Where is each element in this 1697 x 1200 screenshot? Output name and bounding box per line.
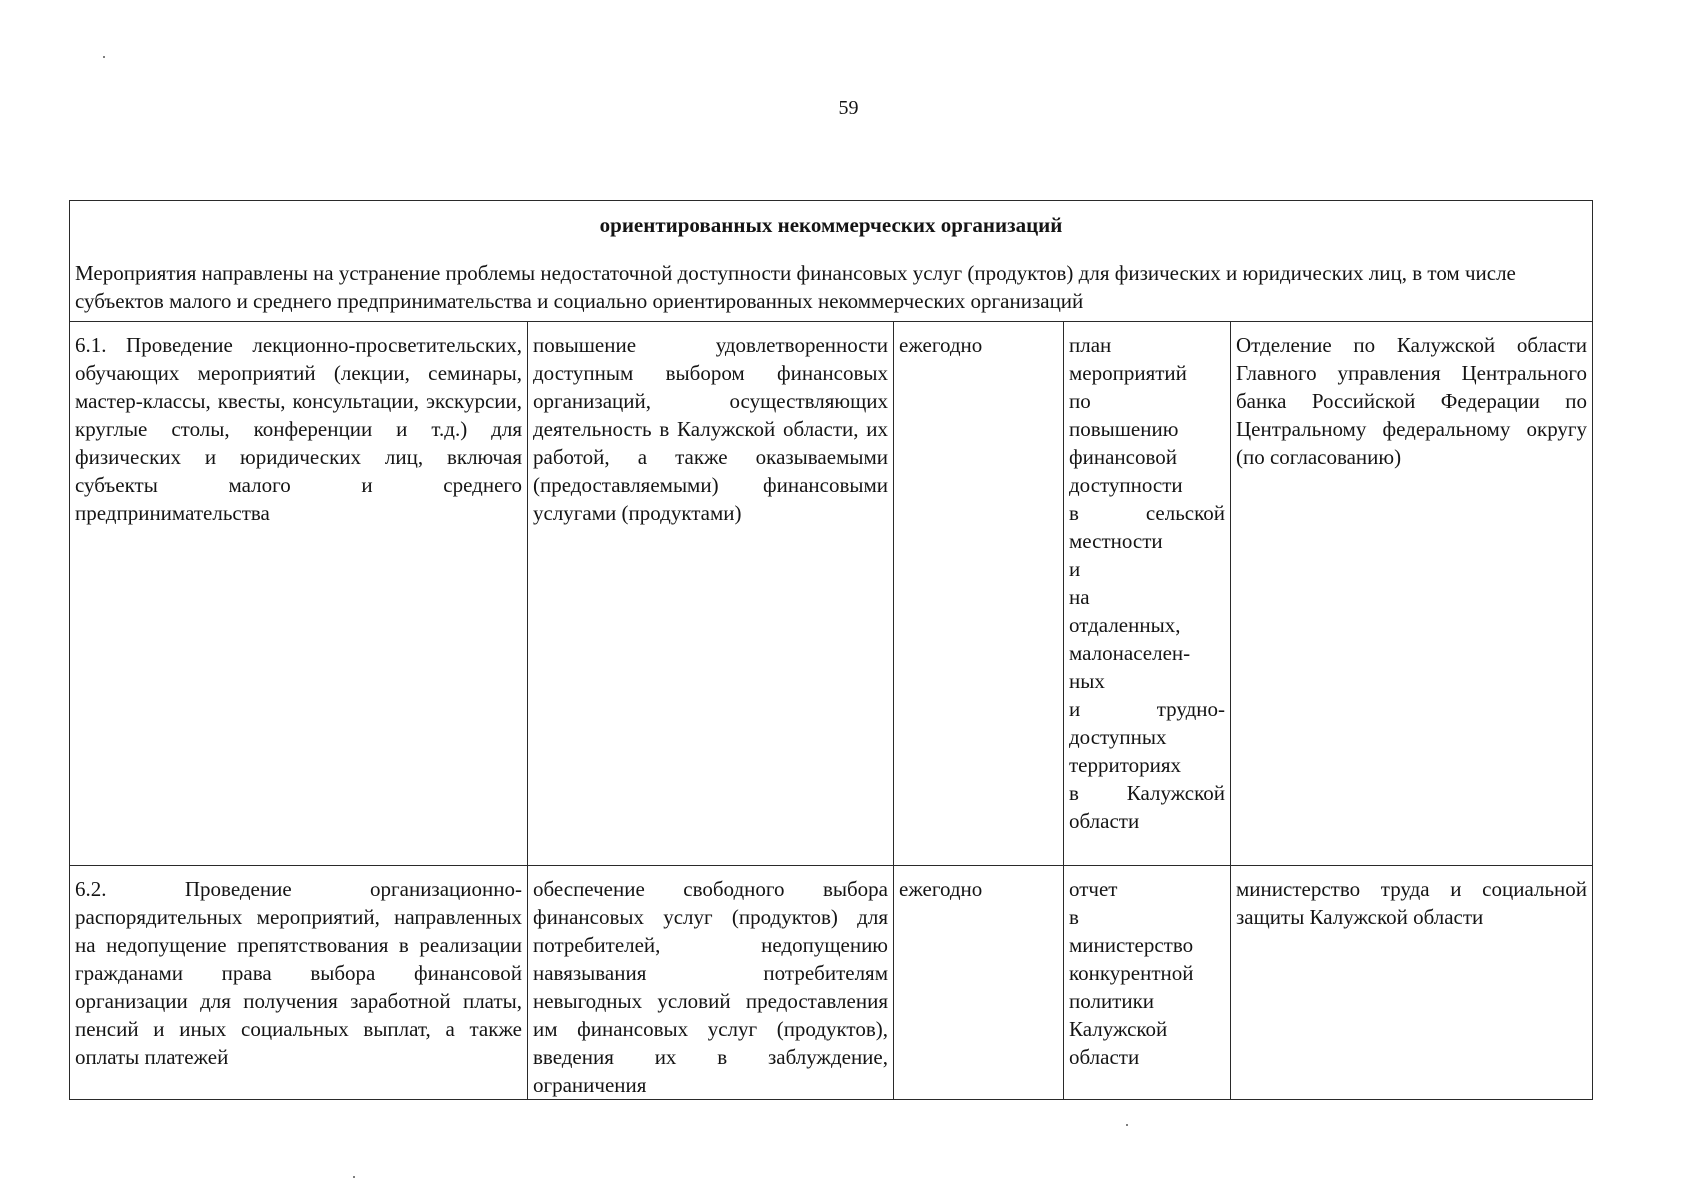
activity-cell: 6.1. Проведение лекционно-просветительских, обучающих мероприятий (лекции, семинары, мастер-классы, квесты, консультации, экскурсии, круглые столы, конференции и т.д.) для физических и юридических лиц, включая субъекты малого и среднего предпринимательства xyxy=(70,322,528,866)
document-line: малонаселен- xyxy=(1069,641,1191,665)
responsible-cell: министерство труда и социальной защиты Калужской области xyxy=(1231,866,1593,1100)
section-title: ориентированных некоммерческих организаций xyxy=(599,213,1063,237)
document-line: в xyxy=(1069,905,1079,929)
deadline-cell: ежегодно xyxy=(894,866,1064,1100)
document-line: министерство xyxy=(1069,933,1194,957)
document-line: местности xyxy=(1069,529,1163,553)
document-line: финансовой xyxy=(1069,445,1177,469)
page-number: 59 xyxy=(838,97,859,119)
document-line: территориях xyxy=(1069,753,1182,777)
document-line: и трудно- xyxy=(1069,697,1225,721)
activity-cell xyxy=(70,866,528,1100)
result-cell: повышение удовлетворенности доступным выбором финансовых организаций, осуществляющих деятельность в Калужской области, их работой, а также оказываемыми (предоставляемыми) финансовыми услугами (продуктами) xyxy=(528,322,894,866)
measures-table xyxy=(69,200,1593,1100)
document-line: ных xyxy=(1069,669,1105,693)
document-line: в сельской xyxy=(1069,501,1225,525)
document-line: мероприятий xyxy=(1069,361,1187,385)
document-line: по xyxy=(1069,389,1091,413)
section-header-cell xyxy=(70,201,1593,322)
section-header-row xyxy=(70,201,1593,322)
document-line: доступности xyxy=(1069,473,1183,497)
scan-speck xyxy=(1126,1124,1128,1126)
document-line: отдаленных, xyxy=(1069,613,1181,637)
document-line: Калужской xyxy=(1069,1017,1168,1041)
document-line: в Калужской xyxy=(1069,781,1225,805)
table-row xyxy=(70,866,1593,1100)
document-line: политики xyxy=(1069,989,1155,1013)
document-line: план xyxy=(1069,333,1112,357)
document-line: доступных xyxy=(1069,725,1167,749)
table-row xyxy=(70,322,1593,866)
document-line: повышению xyxy=(1069,417,1179,441)
result-text: обеспечение свободного выбора финансовых услуг (продуктов) для потребителей, недопущению навязывания потребителям невыгодных условий предоставления им финансовых услуг (продуктов), введения их в заблуждение, ограничения xyxy=(533,877,888,1097)
document-cell xyxy=(1064,322,1231,866)
document-line: и xyxy=(1069,557,1081,581)
document-line: области xyxy=(1069,809,1140,833)
document-line: конкурентной xyxy=(1069,961,1194,985)
section-description: Мероприятия направлены на устранение проблемы недостаточной доступности финансовых услуг (продуктов) для физических и юридических лиц, в том числе субъектов малого и среднего предпринимательства и социально ориентированных некоммерческих организаций xyxy=(75,261,1516,313)
document-line: на xyxy=(1069,585,1090,609)
scan-speck xyxy=(103,56,105,58)
document-line: отчет xyxy=(1069,877,1118,901)
document-cell xyxy=(1064,866,1231,1100)
scan-speck xyxy=(353,1176,355,1178)
deadline-cell: ежегодно xyxy=(894,322,1064,866)
result-cell xyxy=(528,866,894,1100)
responsible-cell: Отделение по Калужской области Главного управления Центрального банка Российской Федерации по Центральному федеральному округу (по согласованию) xyxy=(1231,322,1593,866)
document-line: области xyxy=(1069,1045,1140,1069)
activity-text: 6.2. Проведение организационно-распорядительных мероприятий, направленных на недопущение препятствования в реализации гражданами права выбора финансовой организации для получения заработной платы, пенсий и иных социальных выплат, а также оплаты платежей xyxy=(75,877,522,1069)
